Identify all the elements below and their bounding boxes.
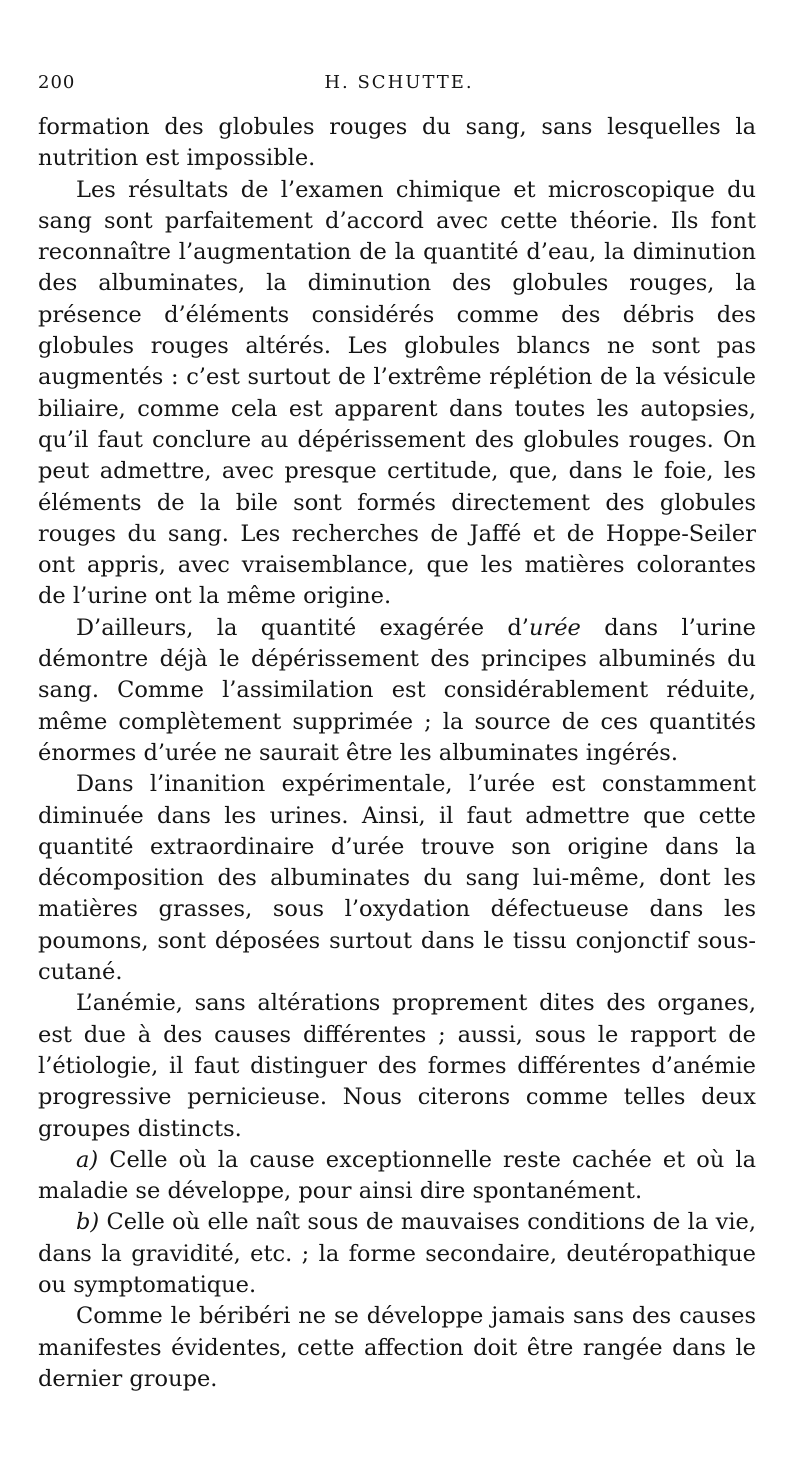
paragraph-uree	[38, 613, 756, 769]
paragraph-blood-examination: Les résultats de l’examen chimique et microscopique du sang sont parfaitement d’accord avec cette théorie. Ils font reconnaître l’augmentation de la quantité d’eau, la diminution des albuminates, la diminution des globules rouges, la présence d’éléments considérés comme des débris des globules rouges altérés. Les globules blancs ne sont pas augmentés : c’est surtout de l’extrême réplétion de la vésicule biliaire, comme cela est apparent dans toutes les autopsies, qu’il faut conclure au dépérissement des globules rouges. On peut admettre, avec presque certitude, que, dans le foie, les éléments de la bile sont formés directement des globules rouges du sang. Les recherches de Jaffé et de Hoppe-Seiler ont appris, avec vraisemblance, que les matières colorantes de l’urine ont la même origine.	[38, 176, 756, 610]
list-text-b: Celle où elle naît sous de mauvaises conditions de la vie, dans la gravidité, etc. ; la forme secondaire, deutéropathique ou symptomatique.	[38, 1209, 756, 1298]
paragraph-uree-before: D’ailleurs, la quantité exagérée d’	[76, 614, 529, 641]
paragraph-anemie: L’anémie, sans altérations proprement dites des organes, est due à des causes différentes ; aussi, sous le rapport de l’étiologie, il faut distinguer des formes différentes d’anémie progressive pernicieuse. Nous citerons comme telles deux groupes distincts.	[38, 990, 756, 1142]
list-marker-b: b)	[76, 1209, 100, 1236]
paragraph-uree-after: dans l’urine démontre déjà le dépérissement des principes albuminés du sang. Comme l’assimilation est considérablement réduite, même complètement supprimée ; la source de ces quantités énormes d’urée ne saurait être les albuminates ingérés.	[38, 614, 756, 766]
page-header	[38, 72, 760, 100]
uree-italic: urée	[528, 614, 581, 641]
paragraph-continuation: formation des globules rouges du sang, sans lesquelles la nutrition est impossible.	[38, 114, 756, 172]
running-head: H. SCHUTTE.	[324, 72, 474, 93]
paragraph-beriberi: Comme le béribéri ne se développe jamais sans des causes manifestes évidentes, cette affection doit être rangée dans le dernier groupe.	[38, 1303, 756, 1392]
list-marker-a: a)	[76, 1146, 99, 1173]
list-item-a	[38, 1145, 756, 1208]
paragraph-inanition: Dans l’inanition expérimentale, l’urée est constamment diminuée dans les urines. Ainsi, il faut admettre que cette quantité extraordinaire d’urée trouve son origine dans la décomposition des albuminates du sang lui-même, dont les matières grasses, sous l’oxydation défectueuse dans les poumons, sont déposées surtout dans le tissu conjonctif sous-cutané.	[38, 771, 756, 986]
page-number: 200	[38, 72, 76, 93]
body-text	[38, 112, 756, 1395]
list-item-b	[38, 1207, 756, 1301]
list-text-a: Celle où la cause exceptionnelle reste cachée et où la maladie se développe, pour ainsi dire spontanément.	[38, 1146, 756, 1205]
